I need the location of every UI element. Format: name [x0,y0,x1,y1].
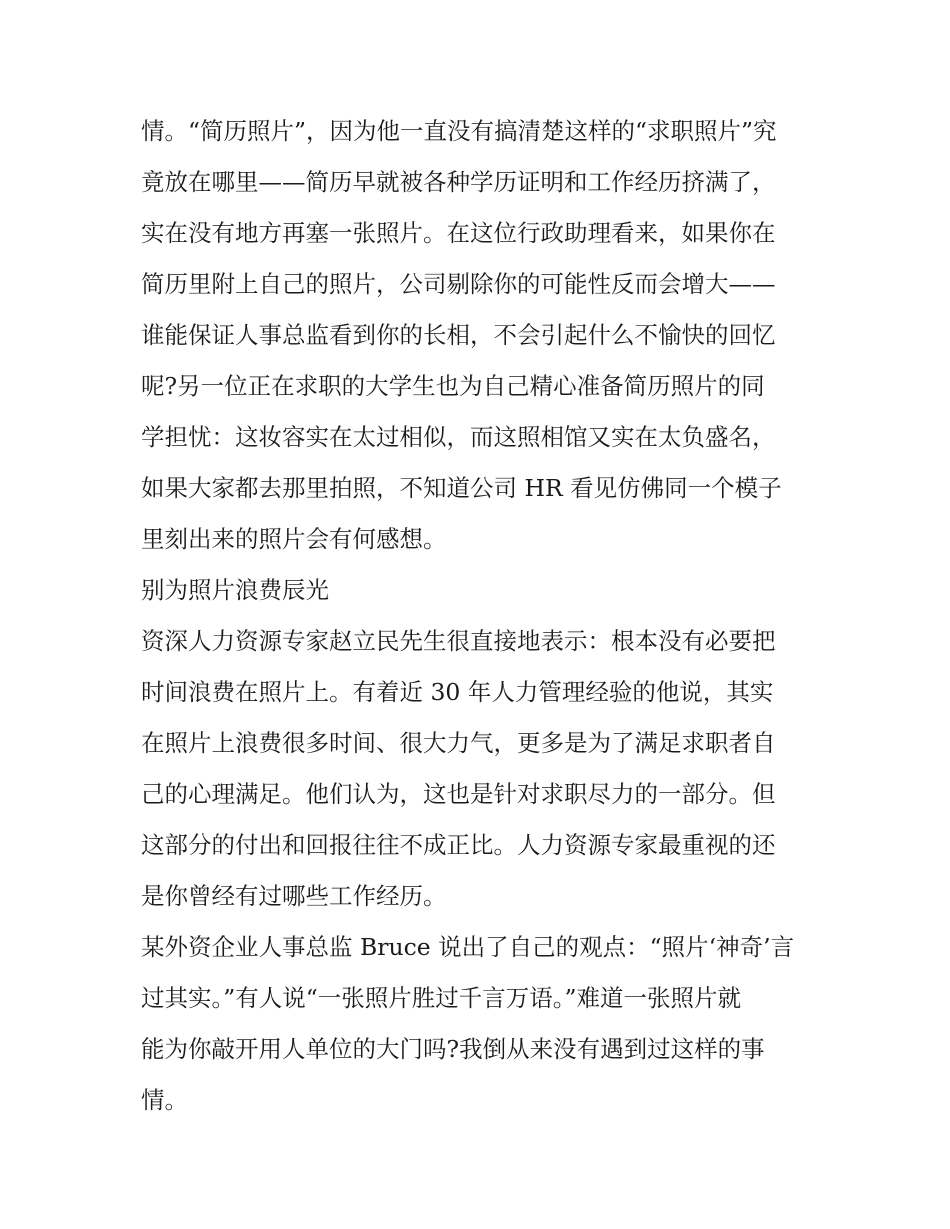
text-line: 情。“简历照片”，因为他一直没有搞清楚这样的“求职照片”究 [141,117,777,145]
text-line: 资深人力资源专家赵立民先生很直接地表示：根本没有必要把 [141,627,776,655]
document-body [141,106,813,1126]
text-line: 某外资企业人事总监 Bruce 说出了自己的观点：“照片‘神奇’言 [141,933,795,961]
text-line: 情。 [141,1086,188,1114]
text-line: 竟放在哪里——简历早就被各种学历证明和工作经历挤满了， [141,168,776,196]
text-line: 里刻出来的照片会有何感想。 [141,525,447,553]
section-heading: 别为照片浪费辰光 [141,576,329,604]
text-line: 时间浪费在照片上。有着近 30 年人力管理经验的他说，其实 [141,678,774,706]
text-line: 实在没有地方再塞一张照片。在这位行政助理看来，如果你在 [141,219,776,247]
text-line: 在照片上浪费很多时间、很大力气，更多是为了满足求职者自 [141,729,776,757]
text-line: 是你曾经有过哪些工作经历。 [141,882,447,910]
text-line: 这部分的付出和回报往往不成正比。人力资源专家最重视的还 [141,831,776,859]
text-line: 过其实。”有人说“一张照片胜过千言万语。”难道一张照片就 [141,984,742,1012]
text-line: 学担忧：这妆容实在太过相似，而这照相馆又实在太负盛名， [141,423,776,451]
text-line: 谁能保证人事总监看到你的长相，不会引起什么不愉快的回忆 [141,321,776,349]
text-line: 呢?另一位正在求职的大学生也为自己精心准备简历照片的同 [141,372,765,400]
text-line: 简历里附上自己的照片，公司剔除你的可能性反而会增大—— [141,270,776,298]
text-line: 如果大家都去那里拍照，不知道公司 HR 看见仿佛同一个模子 [141,474,782,502]
text-line: 能为你敲开用人单位的大门吗?我倒从来没有遇到过这样的事 [141,1035,765,1063]
text-line: 己的心理满足。他们认为，这也是针对求职尽力的一部分。但 [141,780,776,808]
